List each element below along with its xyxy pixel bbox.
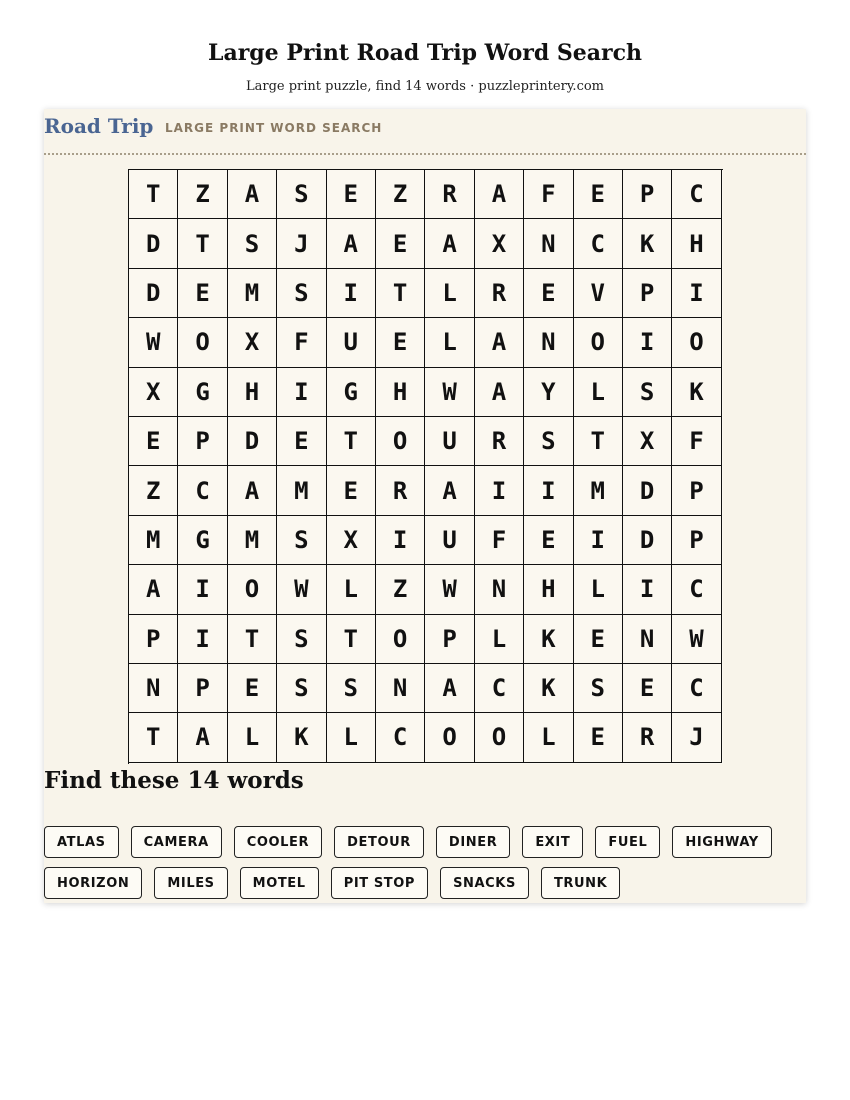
grid-cell[interactable]: A <box>129 565 178 614</box>
grid-cell[interactable]: I <box>327 269 376 318</box>
grid-cell[interactable]: U <box>425 417 474 466</box>
word-chip[interactable]: COOLER <box>234 826 322 858</box>
grid-cell[interactable]: M <box>277 466 326 515</box>
grid-cell[interactable]: O <box>228 565 277 614</box>
grid-cell[interactable]: D <box>129 219 178 268</box>
word-chip[interactable]: ATLAS <box>44 826 119 858</box>
grid-cell[interactable]: M <box>228 269 277 318</box>
card-header <box>44 109 806 155</box>
grid-cell[interactable]: S <box>277 170 326 219</box>
grid-cell[interactable]: X <box>327 516 376 565</box>
word-chip[interactable]: DINER <box>436 826 510 858</box>
grid-cell[interactable]: N <box>524 219 573 268</box>
grid-cell[interactable]: R <box>425 170 474 219</box>
puzzle-theme-title: Road Trip <box>44 114 154 138</box>
grid-cell[interactable]: X <box>129 368 178 417</box>
word-chip[interactable]: FUEL <box>595 826 660 858</box>
grid-cell[interactable]: L <box>475 615 524 664</box>
grid-cell[interactable]: T <box>376 269 425 318</box>
grid-cell[interactable]: S <box>277 615 326 664</box>
grid-cell[interactable]: S <box>277 269 326 318</box>
grid-cell[interactable]: N <box>376 664 425 713</box>
grid-cell[interactable]: K <box>623 219 672 268</box>
grid-cell[interactable]: N <box>475 565 524 614</box>
grid-cell[interactable]: D <box>129 269 178 318</box>
grid-cell[interactable]: T <box>228 615 277 664</box>
grid-cell[interactable]: Z <box>178 170 227 219</box>
grid-cell[interactable]: C <box>672 664 721 713</box>
grid-cell[interactable]: P <box>425 615 474 664</box>
page-subtitle: Large print puzzle, find 14 words · puzzleprintery.com <box>245 79 605 94</box>
grid-cell[interactable]: D <box>228 417 277 466</box>
grid-cell[interactable]: R <box>623 713 672 762</box>
grid-cell[interactable]: T <box>129 170 178 219</box>
grid-cell[interactable]: I <box>475 466 524 515</box>
grid-cell[interactable]: L <box>524 713 573 762</box>
grid-cell[interactable]: P <box>672 466 721 515</box>
grid-cell[interactable]: P <box>178 417 227 466</box>
grid-cell[interactable]: F <box>524 170 573 219</box>
grid-cell[interactable]: W <box>277 565 326 614</box>
puzzle-card <box>44 109 806 903</box>
grid-cell[interactable]: J <box>672 713 721 762</box>
grid-cell[interactable]: H <box>672 219 721 268</box>
grid-cell[interactable]: S <box>574 664 623 713</box>
grid-cell[interactable]: A <box>475 318 524 367</box>
grid-cell[interactable]: L <box>425 318 474 367</box>
grid-cell[interactable]: E <box>277 417 326 466</box>
grid-cell[interactable]: S <box>524 417 573 466</box>
grid-cell[interactable]: P <box>623 170 672 219</box>
grid-cell[interactable]: O <box>376 417 425 466</box>
page-title: Large Print Road Trip Word Search <box>207 40 643 66</box>
grid-cell[interactable]: I <box>178 565 227 614</box>
grid-cell[interactable]: A <box>178 713 227 762</box>
grid-cell[interactable]: S <box>623 368 672 417</box>
grid-cell[interactable]: E <box>524 516 573 565</box>
grid-cell[interactable]: L <box>574 368 623 417</box>
grid-cell[interactable]: M <box>228 516 277 565</box>
grid-cell[interactable]: N <box>623 615 672 664</box>
grid-cell[interactable]: I <box>178 615 227 664</box>
word-chip[interactable]: EXIT <box>522 826 583 858</box>
grid-cell[interactable]: I <box>672 269 721 318</box>
grid-cell[interactable]: X <box>475 219 524 268</box>
grid-cell[interactable]: E <box>178 269 227 318</box>
grid-cell[interactable]: C <box>475 664 524 713</box>
grid-cell[interactable]: A <box>425 664 474 713</box>
grid-cell[interactable]: H <box>524 565 573 614</box>
grid-cell[interactable]: Y <box>524 368 573 417</box>
grid-cell[interactable]: A <box>228 466 277 515</box>
grid-cell[interactable]: G <box>178 368 227 417</box>
grid-cell[interactable]: H <box>228 368 277 417</box>
grid-cell[interactable]: L <box>327 713 376 762</box>
grid-cell[interactable]: E <box>376 318 425 367</box>
puzzle-type-label: LARGE PRINT WORD SEARCH <box>165 121 383 135</box>
grid-cell[interactable]: U <box>425 516 474 565</box>
word-chip[interactable]: MILES <box>154 867 227 899</box>
grid-cell[interactable]: C <box>178 466 227 515</box>
grid-cell[interactable]: M <box>574 466 623 515</box>
word-bank <box>44 826 806 899</box>
grid-cell[interactable]: K <box>277 713 326 762</box>
grid-cell[interactable]: C <box>574 219 623 268</box>
word-chip[interactable]: HIGHWAY <box>672 826 771 858</box>
grid-cell[interactable]: K <box>672 368 721 417</box>
grid-cell[interactable]: W <box>672 615 721 664</box>
grid-cell[interactable]: T <box>574 417 623 466</box>
grid-cell[interactable]: R <box>475 417 524 466</box>
grid-cell[interactable]: A <box>475 170 524 219</box>
grid-cell[interactable]: U <box>327 318 376 367</box>
grid-cell[interactable]: A <box>425 219 474 268</box>
grid-cell[interactable]: T <box>327 615 376 664</box>
grid-cell[interactable]: T <box>327 417 376 466</box>
grid-cell[interactable]: A <box>327 219 376 268</box>
grid-cell[interactable]: O <box>672 318 721 367</box>
grid-cell[interactable]: T <box>178 219 227 268</box>
grid-cell[interactable]: O <box>574 318 623 367</box>
word-chip[interactable]: HORIZON <box>44 867 142 899</box>
grid-cell[interactable]: S <box>277 516 326 565</box>
grid-cell[interactable]: T <box>129 713 178 762</box>
grid-cell[interactable]: R <box>376 466 425 515</box>
word-chip[interactable]: TRUNK <box>541 867 620 899</box>
word-chip[interactable]: PIT STOP <box>331 867 428 899</box>
grid-cell[interactable]: P <box>178 664 227 713</box>
grid-cell[interactable]: E <box>129 417 178 466</box>
grid-cell[interactable]: E <box>327 170 376 219</box>
grid-cell[interactable]: E <box>623 664 672 713</box>
grid-cell[interactable]: A <box>475 368 524 417</box>
grid-cell[interactable]: J <box>277 219 326 268</box>
letter-grid <box>128 169 723 764</box>
grid-cell[interactable]: X <box>228 318 277 367</box>
grid-cell[interactable]: E <box>327 466 376 515</box>
grid-cell[interactable]: E <box>376 219 425 268</box>
grid-cell[interactable]: E <box>228 664 277 713</box>
grid-cell[interactable]: E <box>574 615 623 664</box>
grid-cell[interactable]: D <box>623 516 672 565</box>
grid-cell[interactable]: C <box>376 713 425 762</box>
grid-cell[interactable]: G <box>178 516 227 565</box>
grid-cell[interactable]: C <box>672 170 721 219</box>
grid-cell[interactable]: P <box>129 615 178 664</box>
grid-cell[interactable]: I <box>623 318 672 367</box>
grid-cell[interactable]: O <box>475 713 524 762</box>
grid-cell[interactable]: E <box>574 713 623 762</box>
grid-cell[interactable]: H <box>376 368 425 417</box>
grid-cell[interactable]: Z <box>129 466 178 515</box>
grid-cell[interactable]: X <box>623 417 672 466</box>
grid-cell[interactable]: I <box>277 368 326 417</box>
grid-cell[interactable]: R <box>475 269 524 318</box>
grid-cell[interactable]: W <box>425 565 474 614</box>
grid-cell[interactable]: E <box>524 269 573 318</box>
grid-cell[interactable]: W <box>129 318 178 367</box>
grid-cell[interactable]: W <box>425 368 474 417</box>
grid-cell[interactable]: G <box>327 368 376 417</box>
word-chip[interactable]: DETOUR <box>334 826 424 858</box>
grid-cell[interactable]: S <box>327 664 376 713</box>
grid-cell[interactable]: I <box>574 516 623 565</box>
word-chip[interactable]: CAMERA <box>131 826 222 858</box>
grid-cell[interactable]: C <box>672 565 721 614</box>
grid-cell[interactable]: I <box>623 565 672 614</box>
grid-cell[interactable]: V <box>574 269 623 318</box>
grid-cell[interactable]: L <box>425 269 474 318</box>
grid-cell[interactable]: O <box>425 713 474 762</box>
word-chip[interactable]: MOTEL <box>240 867 319 899</box>
grid-cell[interactable]: O <box>178 318 227 367</box>
dotted-divider <box>44 153 806 155</box>
grid-cell[interactable]: A <box>228 170 277 219</box>
grid-cell[interactable]: K <box>524 615 573 664</box>
grid-cell[interactable]: F <box>475 516 524 565</box>
grid-cell[interactable]: S <box>277 664 326 713</box>
grid-cell[interactable]: K <box>524 664 573 713</box>
grid-cell[interactable]: Z <box>376 170 425 219</box>
grid-cell[interactable]: Z <box>376 565 425 614</box>
grid-cell[interactable]: P <box>623 269 672 318</box>
grid-cell[interactable]: L <box>574 565 623 614</box>
grid-cell[interactable]: E <box>574 170 623 219</box>
grid-cell[interactable]: N <box>129 664 178 713</box>
grid-cell[interactable]: P <box>672 516 721 565</box>
grid-cell[interactable]: S <box>228 219 277 268</box>
grid-cell[interactable]: F <box>277 318 326 367</box>
grid-cell[interactable]: N <box>524 318 573 367</box>
grid-cell[interactable]: L <box>228 713 277 762</box>
grid-cell[interactable]: L <box>327 565 376 614</box>
grid-cell[interactable]: O <box>376 615 425 664</box>
grid-cell[interactable]: I <box>524 466 573 515</box>
grid-cell[interactable]: I <box>376 516 425 565</box>
word-chip[interactable]: SNACKS <box>440 867 529 899</box>
grid-cell[interactable]: D <box>623 466 672 515</box>
grid-cell[interactable]: M <box>129 516 178 565</box>
word-list-heading: Find these 14 words <box>44 767 304 794</box>
grid-cell[interactable]: A <box>425 466 474 515</box>
grid-cell[interactable]: F <box>672 417 721 466</box>
